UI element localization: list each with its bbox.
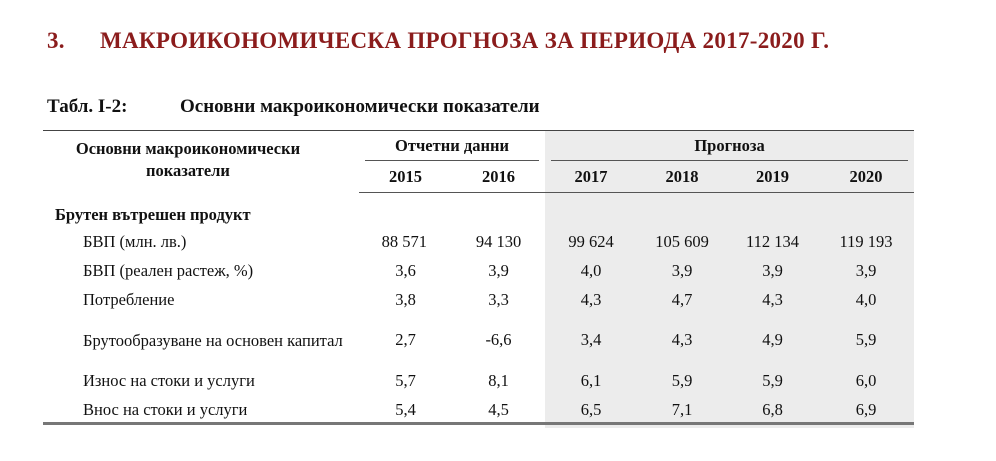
cell-value: 3,9 (727, 256, 818, 285)
cell-value: 6,8 (727, 395, 818, 428)
year-header: 2015 (359, 161, 452, 193)
year-header: 2019 (727, 161, 818, 193)
table-caption-title: Основни макроикономически показатели (180, 96, 540, 117)
cell-value: 7,1 (637, 395, 727, 428)
cell-value: 4,7 (637, 285, 727, 314)
row-label: БВП (млн. лв.) (83, 232, 187, 251)
forecast-header: Прогноза (545, 131, 914, 162)
row-label: Потребление (83, 290, 175, 309)
cell-value: 4,3 (545, 285, 637, 314)
cell-value: 5,9 (637, 366, 727, 395)
cell-value: 6,1 (545, 366, 637, 395)
gdp-section-label: Брутен вътрешен продукт (55, 205, 251, 224)
cell-value: 88 571 (381, 231, 427, 251)
cell-value: 6,0 (818, 366, 914, 395)
cell-value: 119 193 (818, 227, 914, 256)
cell-value: 99 624 (545, 227, 637, 256)
section-number: 3. (47, 28, 65, 53)
cell-value: 3,3 (488, 289, 509, 309)
table-row (43, 256, 914, 285)
year-header: 2020 (818, 161, 914, 193)
cell-value: 5,7 (395, 370, 416, 390)
table-row (43, 314, 914, 366)
cell-value: 5,4 (395, 399, 416, 419)
row-label: БВП (реален растеж, %) (83, 261, 254, 280)
cell-value: 3,8 (395, 289, 416, 309)
cell-value: -6,6 (485, 330, 512, 349)
row-label: Брутообразуване на основен капитал (83, 330, 343, 350)
indicator-column-header: Основни макроикономически показатели (43, 131, 359, 193)
year-header: 2017 (545, 161, 637, 193)
reported-data-header: Отчетни данни (359, 131, 545, 162)
table-bottom-rule (43, 422, 914, 425)
year-header: 2016 (452, 161, 545, 193)
cell-value: 8,1 (488, 370, 509, 390)
cell-value: 105 609 (637, 227, 727, 256)
table-row (43, 227, 914, 256)
table-row (43, 366, 914, 395)
cell-value: 94 130 (475, 231, 522, 251)
cell-value: 6,5 (545, 395, 637, 428)
table-caption-label: Табл. I-2: (47, 96, 128, 117)
cell-value: 4,5 (488, 399, 509, 419)
cell-value: 4,0 (818, 285, 914, 314)
cell-value: 3,9 (488, 260, 509, 280)
cell-value: 3,9 (818, 256, 914, 285)
cell-value: 3,9 (637, 256, 727, 285)
cell-value: 2,7 (395, 330, 416, 349)
cell-value: 3,6 (395, 260, 416, 280)
cell-value: 112 134 (727, 227, 818, 256)
cell-value: 5,9 (818, 314, 914, 366)
section-heading (47, 28, 829, 54)
row-label: Износ на стоки и услуги (83, 371, 255, 390)
table-row (43, 285, 914, 314)
section-title: МАКРОИКОНОМИЧЕСКА ПРОГНОЗА ЗА ПЕРИОДА 2017-2020 Г. (100, 28, 830, 53)
cell-value: 4,3 (637, 314, 727, 366)
row-label: Внос на стоки и услуги (83, 400, 248, 419)
indicators-table (43, 130, 914, 428)
cell-value: 4,3 (727, 285, 818, 314)
table-caption (47, 96, 540, 118)
cell-value: 5,9 (727, 366, 818, 395)
year-header: 2018 (637, 161, 727, 193)
cell-value: 3,4 (545, 314, 637, 366)
cell-value: 4,0 (545, 256, 637, 285)
cell-value: 4,9 (727, 314, 818, 366)
cell-value: 6,9 (818, 395, 914, 428)
